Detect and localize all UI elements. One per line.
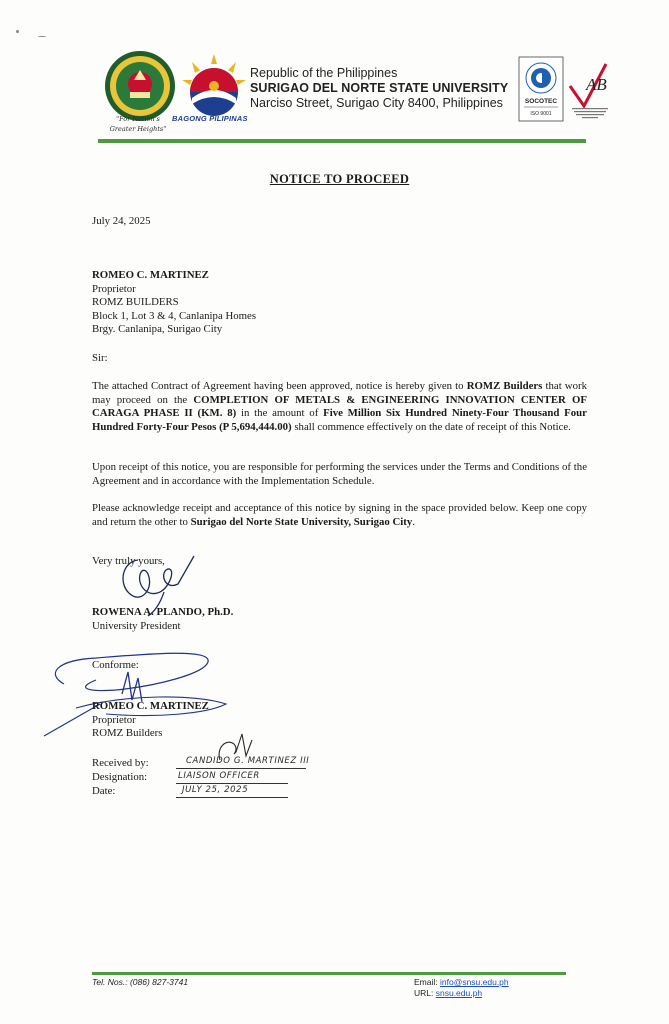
letterhead-text [250, 66, 508, 111]
pab-label: AB [586, 75, 607, 94]
date-value: JULY 25, 2025 [182, 785, 249, 795]
scan-speck [16, 30, 19, 33]
salutation: Sir: [92, 352, 108, 364]
paragraph-responsibilities: Upon receipt of this notice, you are responsible for performing the services under the Terms and Conditions of the Agreement and in accordance with the Implementation Schedule. [92, 461, 587, 487]
received-by-value: CANDIDO G. MARTINEZ III [186, 756, 310, 766]
footer-email-label: Email: [414, 977, 440, 987]
socotec-iso-badge-icon [518, 56, 564, 122]
footer-telephone: Tel. Nos.: (086) 827-3741 [92, 977, 189, 987]
signatory-name: ROWENA A. PLANDO, Ph.D. [92, 606, 234, 618]
date-label: Date: [92, 785, 116, 797]
notice-title: NOTICE TO PROCEED [269, 172, 410, 186]
seal-motto-line2: Greater Heights" [109, 125, 167, 133]
recipient-address-line2: Brgy. Canlanipa, Surigao City [92, 323, 223, 336]
contractor-name-bold: ROMZ Builders [466, 380, 543, 392]
footer-url-label: URL: [414, 988, 436, 998]
footer-email-link[interactable]: info@snsu.edu.ph [439, 977, 509, 987]
socotec-iso: ISO 9001 [530, 111, 552, 117]
socotec-label: SOCOTEC [524, 98, 558, 105]
signatory-block [92, 606, 233, 633]
bagong-pilipinas-text: BAGONG PILIPINAS [172, 114, 248, 123]
bagong-pilipinas-logo-icon [178, 52, 250, 118]
recipient-company: ROMZ BUILDERS [92, 296, 179, 309]
designation-line [176, 783, 288, 784]
scan-speck [38, 36, 46, 37]
received-by-label: Received by: [92, 757, 149, 769]
letterhead-divider [98, 139, 586, 143]
recipient-address-line1: Block 1, Lot 3 & 4, Canlanipa Homes [92, 309, 257, 322]
contract-amount-bold: Five Million Six Hundred Ninety-Four Thousand Four Hundred Forty-Four Pesos (P 5,694,444.00) [92, 407, 587, 433]
seal-motto-line1: "For Nation's [116, 115, 160, 123]
designation-label: Designation: [92, 771, 148, 783]
conforme-block [92, 700, 209, 741]
footer-url-link[interactable]: snsu.edu.ph [435, 988, 483, 998]
date-line [176, 797, 288, 798]
university-seal-icon [104, 50, 176, 122]
footer-divider [92, 972, 566, 975]
conforme-label: Conforme: [92, 659, 139, 671]
recipient-block [92, 269, 256, 337]
footer-contact [414, 977, 509, 999]
university-name-bold: Surigao del Norte State University, Surigao City [190, 515, 413, 528]
letterhead-republic: Republic of the Philippines [250, 66, 398, 80]
signatory-title: University President [92, 619, 181, 632]
conforme-title: Proprietor [92, 713, 136, 726]
conforme-name: ROMEO C. MARTINEZ [92, 700, 209, 712]
project-name-bold: COMPLETION OF METALS & ENGINEERING INNOVATION CENTER OF CARAGA PHASE II (KM. 8) [92, 393, 588, 420]
letterhead-university-name: SURIGAO DEL NORTE STATE UNIVERSITY [250, 81, 509, 95]
recipient-name: ROMEO C. MARTINEZ [92, 269, 209, 281]
conforme-company: ROMZ Builders [92, 727, 163, 740]
received-by-line [176, 768, 306, 769]
paragraph-acknowledge: Please acknowledge receipt and acceptance of this notice by signing in the space provided below. Keep one copy and return the other to Surigao del Norte State University, Surigao City. [92, 502, 587, 528]
recipient-title: Proprietor [92, 282, 136, 295]
letterhead-address: Narciso Street, Surigao City 8400, Philippines [250, 96, 503, 110]
notice-date: July 24, 2025 [92, 215, 151, 227]
pab-accreditation-logo-icon [566, 56, 614, 122]
paragraph-notice: The attached Contract of Agreement having been approved, notice is hereby given to ROMZ Builders that work may proceed on the COMPLETION OF METALS & ENGINEERING INNOVATION CENTER OF CARAGA PHASE II (KM. 8) in the amount of Five Million Six Hundred Ninety-Four Thousand Four Hundred Forty-Four Pesos (P 5,694,444.00) shall commence effectively on the date of receipt of this Notice. [92, 380, 588, 433]
closing: Very truly yours, [92, 555, 165, 567]
designation-value: LIAISON OFFICER [178, 771, 260, 781]
